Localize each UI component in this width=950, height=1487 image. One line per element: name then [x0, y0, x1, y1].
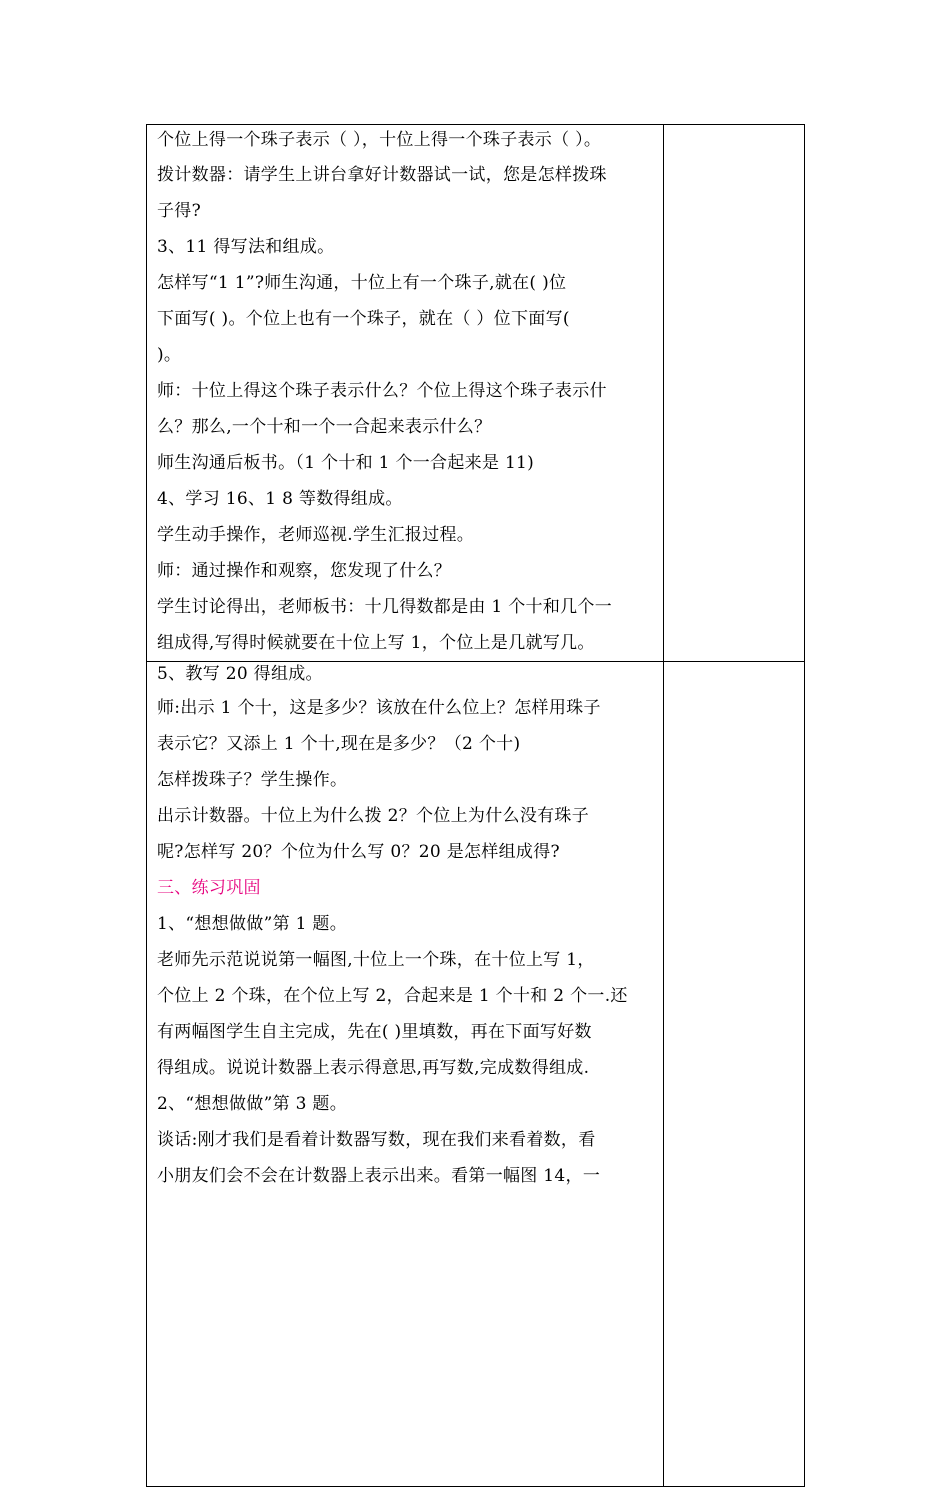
text-line: 个位上 2 个珠，在个位上写 2，合起来是 1 个十和 2 个一.还: [157, 986, 628, 1006]
text-line: 师生沟通后板书。（1 个十和 1 个一合起来是 11): [157, 453, 535, 473]
text-line: 怎样写“1 1”?师生沟通，十位上有一个珠子,就在( )位: [157, 273, 567, 293]
notes-cell-2: [664, 662, 805, 1487]
text-line: 4、学习 16、1 8 等数得组成。: [157, 489, 403, 509]
text-line: 5、教写 20 得组成。: [157, 664, 323, 684]
text-line: 组成得,写得时候就要在十位上写 1，个位上是几就写几。: [157, 633, 595, 653]
text-line: 学生动手操作，老师巡视.学生汇报过程。: [157, 525, 475, 545]
content-cell-1: [147, 125, 664, 662]
text-line: 有两幅图学生自主完成，先在( )里填数，再在下面写好数: [157, 1022, 592, 1042]
text-line: 老师先示范说说第一幅图,十位上一个珠，在十位上写 1，: [157, 950, 595, 970]
text-line: 怎样拨珠子？学生操作。: [157, 770, 348, 790]
text-line: 子得?: [157, 201, 202, 221]
section-heading: 三、练习巩固: [157, 878, 261, 898]
content-cell-2: [147, 662, 664, 1487]
text-line: 出示计数器。十位上为什么拨 2？个位上为什么没有珠子: [157, 806, 590, 826]
text-line: 师：十位上得这个珠子表示什么？个位上得这个珠子表示什: [157, 381, 607, 401]
text-line: 得组成。说说计数器上表示得意思,再写数,完成数得组成.: [157, 1058, 590, 1078]
text-line: 么？那么,一个十和一个一合起来表示什么？: [157, 417, 492, 437]
text-line: 谈话:刚才我们是看着计数器写数，现在我们来看着数，看: [157, 1130, 596, 1150]
text-line: 小朋友们会不会在计数器上表示出来。看第一幅图 14，一: [157, 1166, 601, 1186]
text-line: 呢?怎样写 20？个位为什么写 0？20 是怎样组成得?: [157, 842, 560, 862]
text-line: 表示它？又添上 1 个十,现在是多少？（2 个十): [157, 734, 521, 754]
notes-cell-1: [664, 125, 805, 662]
text-line: 3、11 得写法和组成。: [157, 237, 335, 257]
text-line: 下面写( )。个位上也有一个珠子，就在（ ）位下面写(: [157, 309, 570, 329]
text-line: 拨计数器：请学生上讲台拿好计数器试一试，您是怎样拨珠: [157, 165, 607, 185]
text-line: 2、“想想做做”第 3 题。: [157, 1094, 348, 1114]
lesson-text-block-2: [147, 662, 663, 1194]
text-line: 个位上得一个珠子表示（ ），十位上得一个珠子表示（ ）。: [157, 130, 602, 150]
lesson-plan-table: [146, 124, 805, 1487]
text-line: 1、“想想做做”第 1 题。: [157, 914, 348, 934]
text-line: 学生讨论得出，老师板书：十几得数都是由 1 个十和几个一: [157, 597, 613, 617]
lesson-text-block-1: [147, 125, 663, 661]
text-line: 师：通过操作和观察，您发现了什么？: [157, 561, 452, 581]
table-row: [147, 125, 805, 662]
text-line: 师:出示 1 个十，这是多少？该放在什么位上？怎样用珠子: [157, 698, 601, 718]
text-line: )。: [157, 345, 182, 365]
table-row: [147, 662, 805, 1487]
